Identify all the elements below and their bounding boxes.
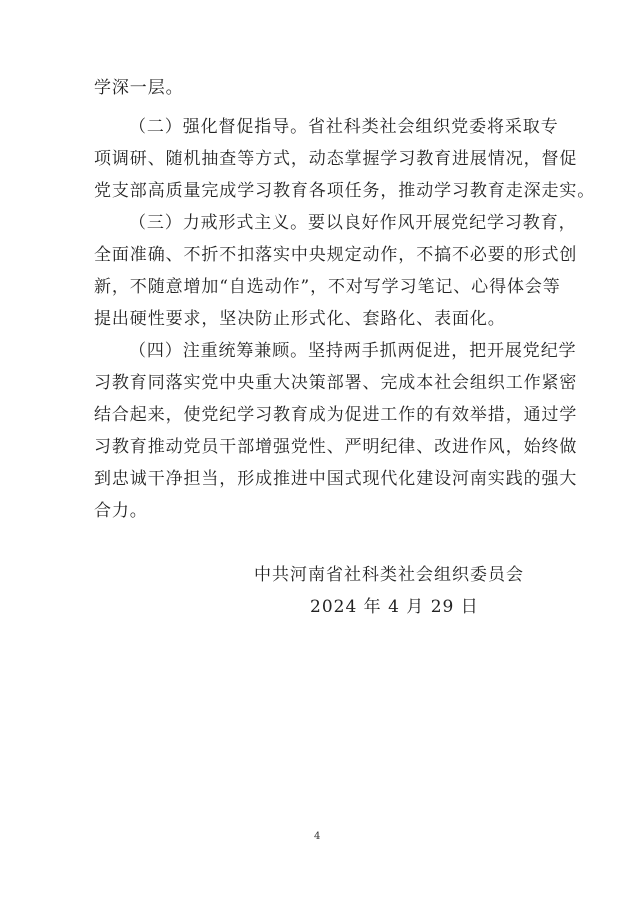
- body-line-13: 到忠诚干净担当，形成推进中国式现代化建设河南实践的强大: [94, 469, 578, 489]
- body-line-6: 全面准确、不折不扣落实中央规定动作，不搞不必要的形式创: [94, 245, 578, 265]
- signature-date: 2024 年 4 月 29 日: [310, 597, 479, 617]
- body-line-2: （二）强化督促指导。省社科类社会组织党委将采取专: [129, 117, 559, 137]
- body-line-5: （三）力戒形式主义。要以良好作风开展党纪学习教育，: [129, 213, 577, 233]
- signature-organization: 中共河南省社科类社会组织委员会: [254, 565, 524, 585]
- body-line-10: 习教育同落实党中央重大决策部署、完成本社会组织工作紧密: [94, 373, 578, 393]
- body-line-11: 结合起来，使党纪学习教育成为促进工作的有效举措，通过学: [94, 405, 578, 425]
- body-line-1: 学深一层。: [94, 78, 184, 98]
- body-line-12: 习教育推动党员干部增强党性、严明纪律、改进作风，始终做: [94, 437, 578, 457]
- body-line-8: 提出硬性要求，坚决防止形式化、套路化、表面化。: [94, 309, 506, 329]
- page-number: 4: [314, 831, 321, 842]
- body-line-14: 合力。: [94, 501, 148, 521]
- body-line-4: 党支部高质量完成学习教育各项任务，推动学习教育走深走实。: [94, 181, 596, 201]
- body-line-7: 新，不随意增加“自选动作”，不对写学习笔记、心得体会等: [94, 277, 561, 297]
- body-line-3: 项调研、随机抽查等方式，动态掌握学习教育进展情况，督促: [94, 149, 578, 169]
- body-line-9: （四）注重统筹兼顾。坚持两手抓两促进，把开展党纪学: [129, 341, 577, 361]
